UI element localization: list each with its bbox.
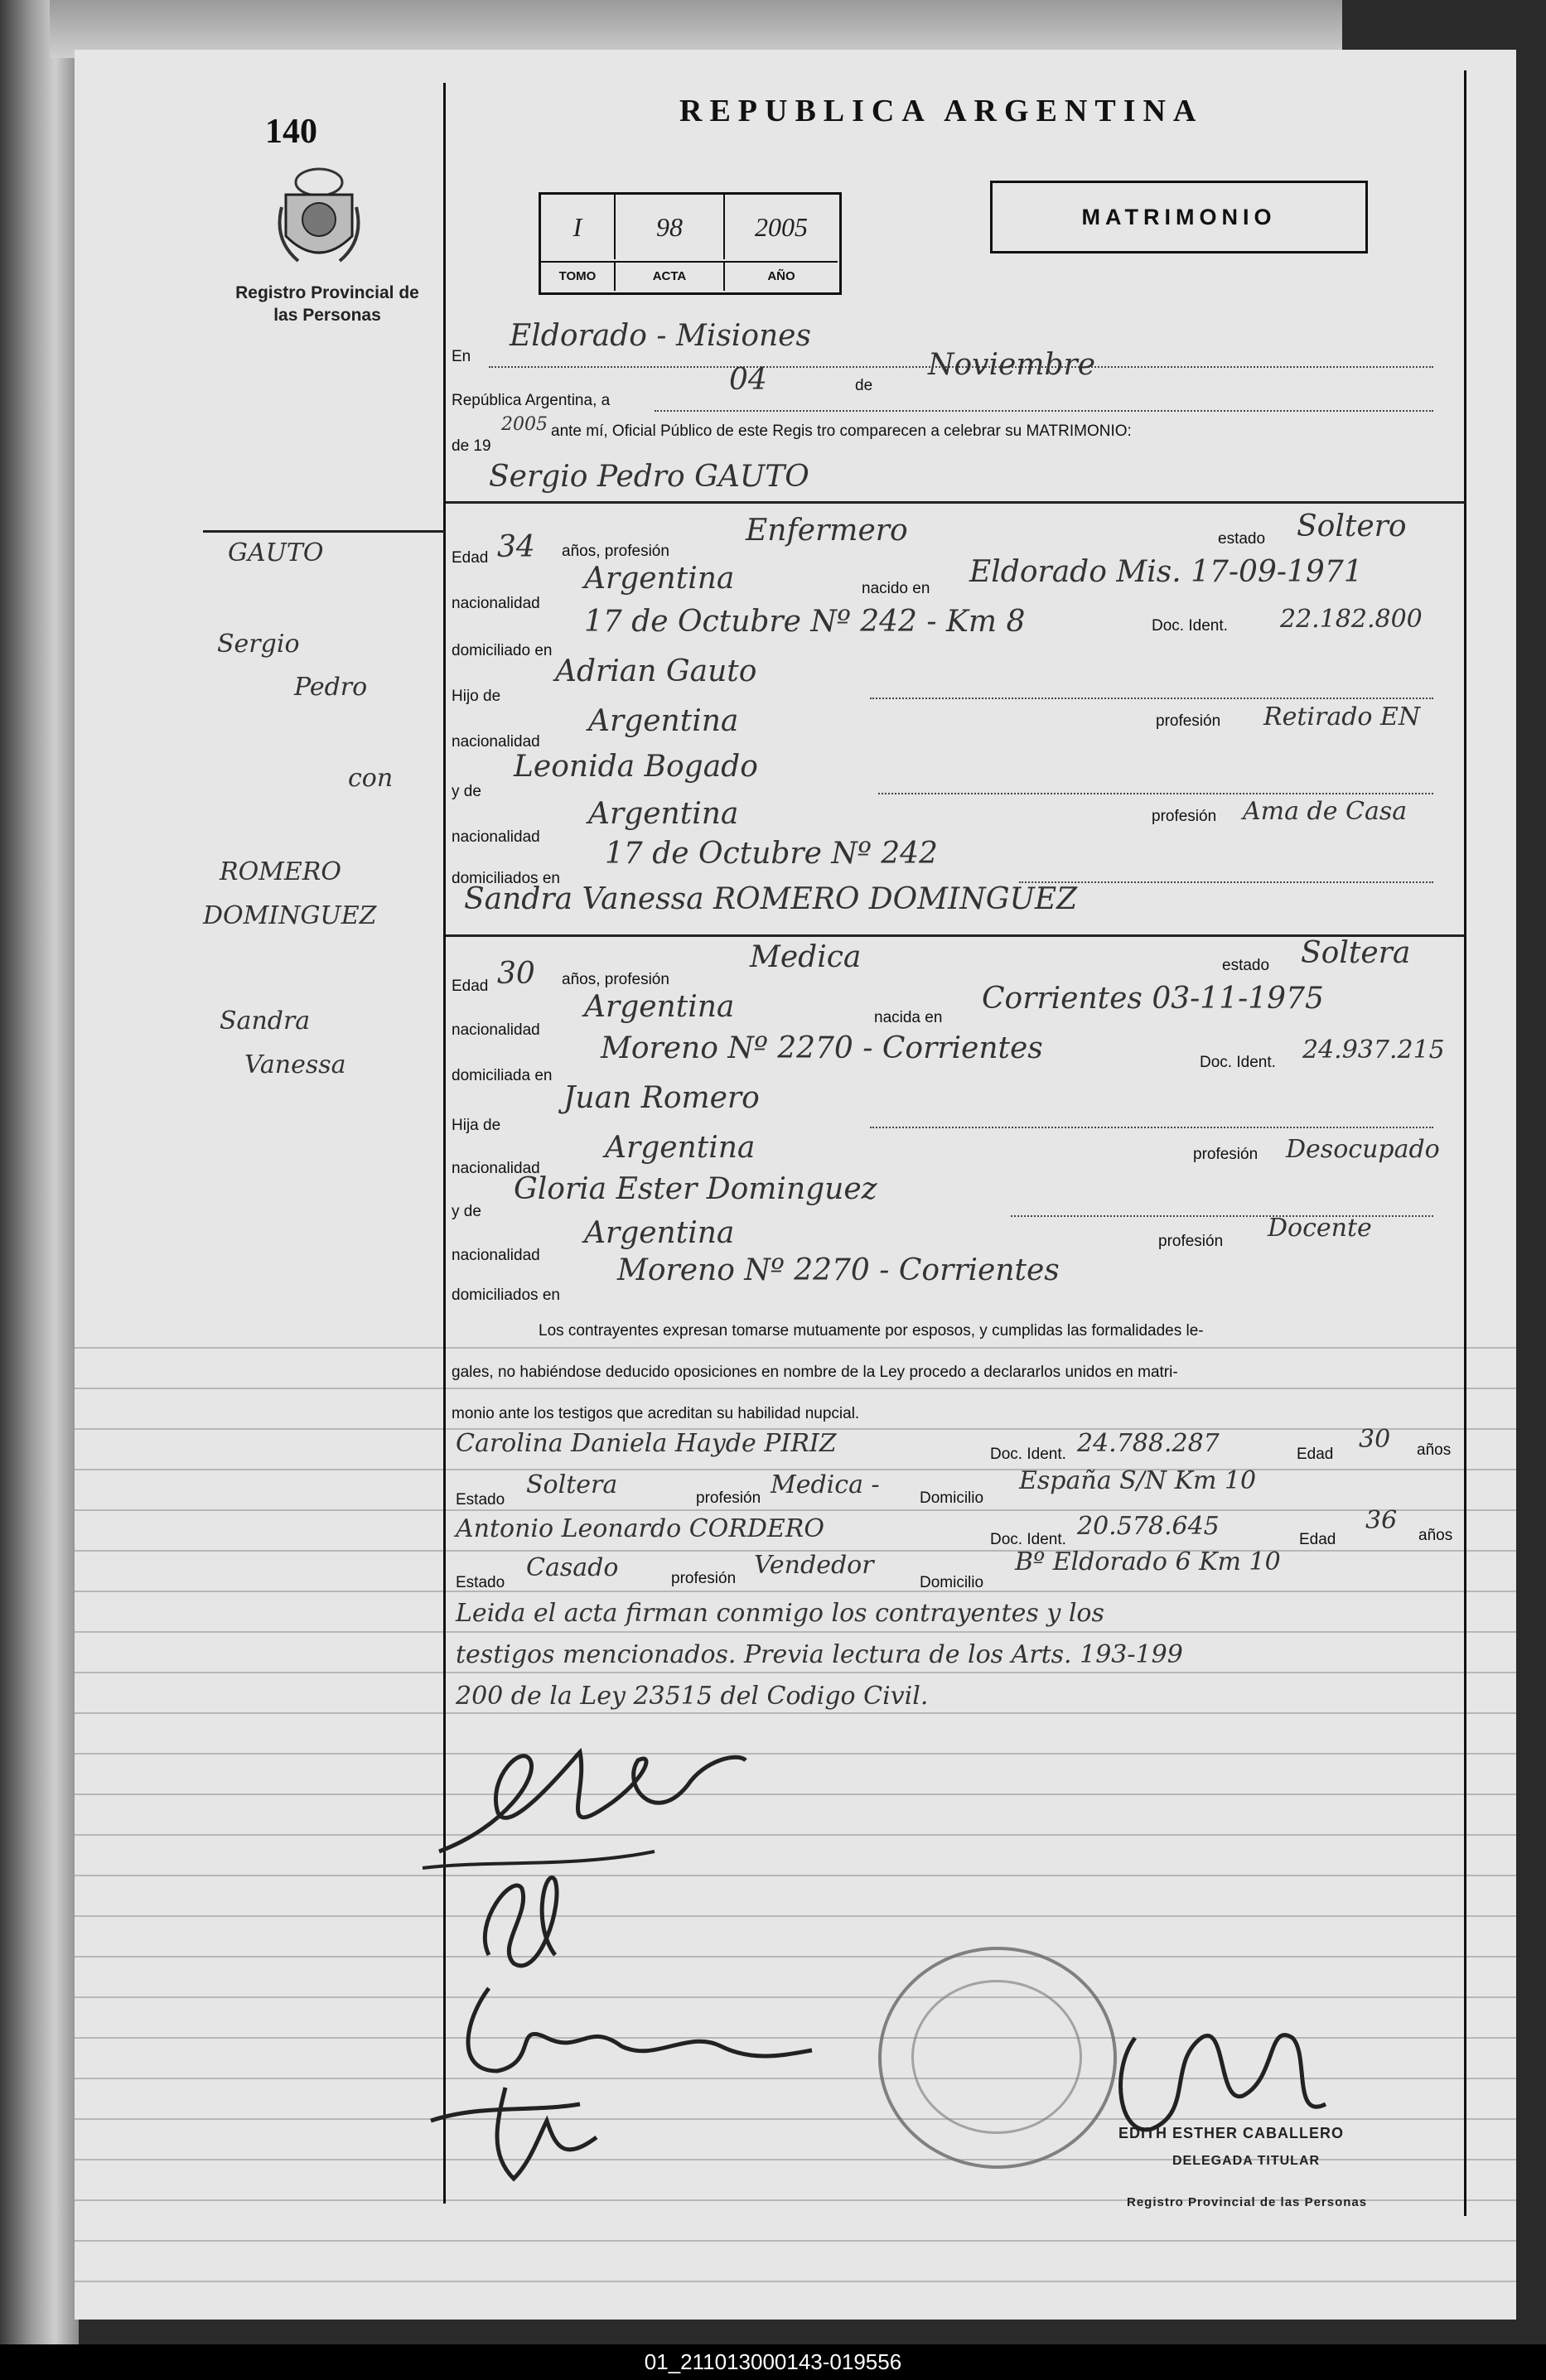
bride-madre-nac: Argentina xyxy=(584,1216,735,1250)
margin-bride-surname1: ROMERO xyxy=(220,857,341,886)
groom-doc: 22.182.800 xyxy=(1280,605,1423,634)
intro-text: ante mí, Oficial Público de este Regis tro comparecen a celebrar su MATRIMONIO: xyxy=(551,422,1132,440)
bride-y-de-label: y de xyxy=(452,1203,481,1220)
margin-bride-surname2: DOMINGUEZ xyxy=(203,901,377,930)
groom-padre-prof-label: profesión xyxy=(1156,712,1221,730)
de-19-label: de 19 xyxy=(452,437,491,455)
bride-padre-nac-label: nacionalidad xyxy=(452,1160,540,1177)
groom-padre-prof: Retirado EN xyxy=(1263,702,1421,731)
margin-bride-name2: Vanessa xyxy=(244,1050,346,1079)
groom-estado: Soltero xyxy=(1297,509,1407,543)
margin-groom-name2: Pedro xyxy=(294,673,368,702)
footer-file-id: 01_211013000143-019556 xyxy=(0,2344,1546,2380)
witness2-doc-label: Doc. Ident. xyxy=(990,1531,1066,1548)
de-label: de xyxy=(855,377,873,394)
groom-domicilio: 17 de Octubre Nº 242 - Km 8 xyxy=(584,605,1026,639)
groom-dom-label: domiciliado en xyxy=(452,642,553,659)
bride-padres-dom: Moreno Nº 2270 - Corrientes xyxy=(617,1253,1060,1287)
groom-padre-nac: Argentina xyxy=(588,704,739,738)
groom-padre: Adrian Gauto xyxy=(555,654,757,688)
signature-witness2 xyxy=(414,2071,646,2195)
dotted-line xyxy=(870,696,1433,699)
bride-madre-prof-label: profesión xyxy=(1158,1233,1224,1250)
bride-padres-dom-label: domiciliados en xyxy=(452,1287,560,1304)
bride-hija-label: Hija de xyxy=(452,1117,501,1134)
dotted-line xyxy=(655,408,1433,412)
bride-nacida: Corrientes 03-11-1975 xyxy=(982,982,1324,1016)
signature-bride xyxy=(464,1856,597,1988)
groom-padres-dom: 17 de Octubre Nº 242 xyxy=(605,837,938,871)
dotted-line xyxy=(1019,880,1433,883)
book-spine xyxy=(0,0,79,2380)
groom-madre-nac-label: nacionalidad xyxy=(452,828,540,846)
witness2-doc: 20.578.645 xyxy=(1077,1512,1220,1541)
margin-groom-name1: Sergio xyxy=(217,630,300,659)
witness1-dom-label: Domicilio xyxy=(920,1489,984,1507)
groom-madre-prof: Ama de Casa xyxy=(1243,797,1408,826)
officer-stamp-title: DELEGADA TITULAR xyxy=(1172,2154,1321,2168)
ano-label: AÑO xyxy=(725,261,838,291)
margin-groom-surname: GAUTO xyxy=(228,538,324,567)
witness1-profesion: Medica - xyxy=(771,1470,880,1499)
bride-anos-label: años, profesión xyxy=(562,971,669,988)
bride-doc: 24.937.215 xyxy=(1302,1036,1445,1064)
officer-stamp-org: Registro Provincial de las Personas xyxy=(1127,2195,1368,2209)
dotted-line xyxy=(870,1125,1433,1128)
bride-padre-prof-label: profesión xyxy=(1193,1146,1259,1163)
groom-madre-prof-label: profesión xyxy=(1152,808,1217,825)
year-handwritten: 2005 xyxy=(501,414,548,435)
groom-nacido-label: nacido en xyxy=(862,580,930,597)
declaration-line1: Los contrayentes expresan tomarse mutuamente por esposos, y cumplidas las formalidades le- xyxy=(539,1322,1204,1340)
witness1-anos-label: años xyxy=(1417,1441,1452,1459)
witness2-dom-label: Domicilio xyxy=(920,1574,984,1591)
groom-nacionalidad: Argentina xyxy=(584,562,735,596)
witness2-estado: Casado xyxy=(526,1553,619,1582)
bride-full-name: Sandra Vanessa ROMERO DOMINGUEZ xyxy=(464,882,1078,916)
groom-padre-nac-label: nacionalidad xyxy=(452,733,540,751)
witness2-estado-label: Estado xyxy=(456,1574,505,1591)
groom-madre-nac: Argentina xyxy=(588,797,739,831)
country-title: REPUBLICA ARGENTINA xyxy=(679,94,1204,128)
bride-padre: Juan Romero xyxy=(563,1081,760,1115)
provincial-crest-icon xyxy=(273,157,365,273)
closing-line2: testigos mencionados. Previa lectura de los Arts. 193-199 xyxy=(456,1640,1183,1669)
declaration-line2: gales, no habiéndose deducido oposiciones en nombre de la Ley procedo a declararlos unidos en matri- xyxy=(452,1364,1178,1381)
closing-line1: Leida el acta firman conmigo los contrayentes y los xyxy=(456,1599,1104,1628)
groom-nac-label: nacionalidad xyxy=(452,595,540,612)
groom-estado-label: estado xyxy=(1218,530,1266,548)
registry-seal-inner xyxy=(911,1980,1082,2134)
groom-profesion: Enfermero xyxy=(746,514,908,548)
groom-nacido: Eldorado Mis. 17-09-1971 xyxy=(969,555,1363,589)
bride-domicilio: Moreno Nº 2270 - Corrientes xyxy=(601,1031,1043,1065)
witness1-estado-label: Estado xyxy=(456,1491,505,1509)
witness1-doc-label: Doc. Ident. xyxy=(990,1446,1066,1463)
groom-y-de-label: y de xyxy=(452,783,481,800)
witness1-domicilio: España S/N Km 10 xyxy=(1019,1466,1257,1495)
tomo-label: TOMO xyxy=(541,261,616,291)
witness2-edad-label: Edad xyxy=(1299,1531,1336,1548)
groom-edad: 34 xyxy=(497,530,535,564)
groom-anos-label: años, profesión xyxy=(562,543,669,560)
day-handwritten: 04 xyxy=(729,363,767,397)
bride-madre: Gloria Ester Dominguez xyxy=(514,1172,877,1206)
groom-padres-dom-label: domiciliados en xyxy=(452,870,560,887)
witness2-domicilio: Bº Eldorado 6 Km 10 xyxy=(1015,1547,1281,1576)
bride-madre-nac-label: nacionalidad xyxy=(452,1247,540,1264)
witness2-profesion: Vendedor xyxy=(754,1551,874,1580)
bride-padre-prof: Desocupado xyxy=(1286,1135,1440,1164)
bride-estado-label: estado xyxy=(1222,957,1270,974)
bride-madre-prof: Docente xyxy=(1268,1214,1372,1243)
witness2-anos-label: años xyxy=(1418,1527,1453,1544)
bride-doc-label: Doc. Ident. xyxy=(1200,1054,1276,1071)
witness1-edad-label: Edad xyxy=(1297,1446,1334,1463)
bride-nacida-label: nacida en xyxy=(874,1009,943,1026)
right-rule xyxy=(1464,70,1466,2216)
en-label: En xyxy=(452,348,471,365)
tomo-acta-ano-box xyxy=(539,192,842,295)
bride-dom-label: domiciliada en xyxy=(452,1067,553,1084)
signature-groom xyxy=(406,1727,787,1893)
acta-value: 98 xyxy=(616,195,725,259)
tomo-value: I xyxy=(541,195,616,259)
witness1-doc: 24.788.287 xyxy=(1077,1429,1220,1458)
ano-value: 2005 xyxy=(755,212,808,242)
section-divider xyxy=(446,501,1465,504)
bride-edad-label: Edad xyxy=(452,978,489,995)
declaration-line3: monio ante los testigos que acreditan su habilidad nupcial. xyxy=(452,1405,860,1422)
document-type-box: MATRIMONIO xyxy=(990,181,1368,253)
bride-edad: 30 xyxy=(497,957,535,991)
registry-name: Registro Provincial de las Personas xyxy=(235,283,419,325)
bride-padre-nac: Argentina xyxy=(605,1131,756,1165)
page-number: 140 xyxy=(265,113,317,151)
witness2-edad: 36 xyxy=(1365,1506,1398,1535)
margin-con: con xyxy=(348,764,394,793)
officer-stamp-name: EDITH ESTHER CABALLERO xyxy=(1118,2125,1345,2141)
groom-full-name: Sergio Pedro GAUTO xyxy=(489,460,809,494)
bride-nac-label: nacionalidad xyxy=(452,1021,540,1039)
closing-line3: 200 de la Ley 23515 del Codigo Civil. xyxy=(456,1682,929,1711)
bride-profesion: Medica xyxy=(750,940,862,974)
margin-bride-name1: Sandra xyxy=(220,1007,311,1036)
margin-divider xyxy=(203,530,445,533)
witness1-name: Carolina Daniela Hayde PIRIZ xyxy=(456,1429,837,1458)
place-handwritten: Eldorado - Misiones xyxy=(510,319,811,353)
acta-label: ACTA xyxy=(616,261,725,291)
witness2-name: Antonio Leonardo CORDERO xyxy=(456,1514,824,1543)
witness1-estado: Soltera xyxy=(526,1470,618,1499)
groom-madre: Leonida Bogado xyxy=(514,750,758,784)
groom-doc-label: Doc. Ident. xyxy=(1152,617,1228,635)
republica-label: República Argentina, a xyxy=(452,392,611,409)
signature-officer xyxy=(1102,2005,1367,2170)
bride-nacionalidad: Argentina xyxy=(584,990,735,1024)
dotted-line xyxy=(878,791,1433,794)
bride-estado: Soltera xyxy=(1301,936,1411,970)
groom-edad-label: Edad xyxy=(452,549,489,567)
witness2-prof-label: profesión xyxy=(671,1570,737,1587)
witness1-prof-label: profesión xyxy=(696,1489,761,1507)
month-handwritten: Noviembre xyxy=(928,348,1096,382)
witness1-edad: 30 xyxy=(1359,1425,1391,1454)
groom-hijo-label: Hijo de xyxy=(452,688,501,705)
